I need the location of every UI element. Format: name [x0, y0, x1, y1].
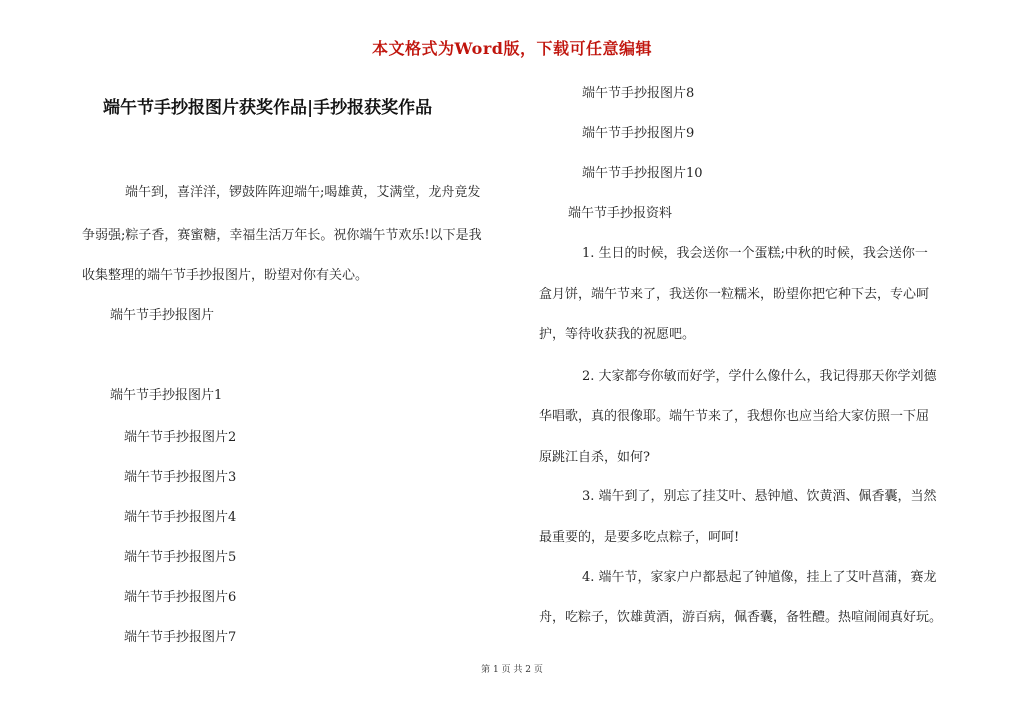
paragraph-3-line-2: 最重要的，是要多吃点粽子，呵呵! — [539, 530, 740, 545]
download-banner: 本文格式为Word版，下载可任意编辑 — [372, 39, 652, 58]
intro-line-2: 争弱强;粽子香，赛蜜糖，幸福生活万年长。祝你端午节欢乐!以下是我 — [82, 228, 482, 243]
picture-item-6: 端午节手抄报图片6 — [124, 590, 237, 605]
paragraph-1-line-3: 护，等待收获我的祝愿吧。 — [539, 327, 696, 342]
document-title: 端午节手抄报图片获奖作品|手抄报获奖作品 — [103, 98, 433, 118]
section-heading-pictures: 端午节手抄报图片 — [110, 308, 215, 323]
picture-item-5: 端午节手抄报图片5 — [124, 550, 237, 565]
picture-item-1: 端午节手抄报图片1 — [110, 388, 223, 403]
picture-item-8: 端午节手抄报图片8 — [582, 86, 695, 101]
paragraph-4-line-2: 舟，吃粽子，饮雄黄酒，游百病，佩香囊，备牲醴。热喧闹闹真好玩。 — [539, 610, 943, 625]
paragraph-4-line-1: 4. 端午节，家家户户都悬起了钟馗像，挂上了艾叶菖蒲，赛龙 — [582, 570, 937, 585]
picture-item-9: 端午节手抄报图片9 — [582, 126, 695, 141]
paragraph-2-line-2: 华唱歌，真的很像耶。端午节来了，我想你也应当给大家仿照一下屈 — [539, 409, 930, 424]
paragraph-1-line-1: 1. 生日的时候，我会送你一个蛋糕;中秋的时候，我会送你一 — [582, 246, 928, 261]
intro-line-3: 收集整理的端午节手抄报图片，盼望对你有关心。 — [82, 268, 369, 283]
paragraph-2-line-1: 2. 大家都夸你敏而好学，学什么像什么，我记得那天你学刘德 — [582, 369, 937, 384]
page-footer: 第 1 页 共 2 页 — [481, 665, 543, 675]
picture-item-7: 端午节手抄报图片7 — [124, 630, 237, 645]
picture-item-4: 端午节手抄报图片4 — [124, 510, 237, 525]
picture-item-3: 端午节手抄报图片3 — [124, 470, 237, 485]
intro-line-1: 端午到，喜洋洋，锣鼓阵阵迎端午;喝雄黄，艾满堂，龙舟竟发 — [125, 185, 481, 200]
paragraph-2-line-3: 原跳江自杀，如何? — [539, 450, 650, 465]
paragraph-1-line-2: 盒月饼，端午节来了，我送你一粒糯米，盼望你把它种下去，专心呵 — [539, 287, 930, 302]
picture-item-10: 端午节手抄报图片10 — [582, 166, 703, 181]
paragraph-3-line-1: 3. 端午到了，别忘了挂艾叶、悬钟馗、饮黄酒、佩香囊，当然 — [582, 489, 937, 504]
section-heading-materials: 端午节手抄报资料 — [568, 206, 673, 221]
picture-item-2: 端午节手抄报图片2 — [124, 430, 237, 445]
